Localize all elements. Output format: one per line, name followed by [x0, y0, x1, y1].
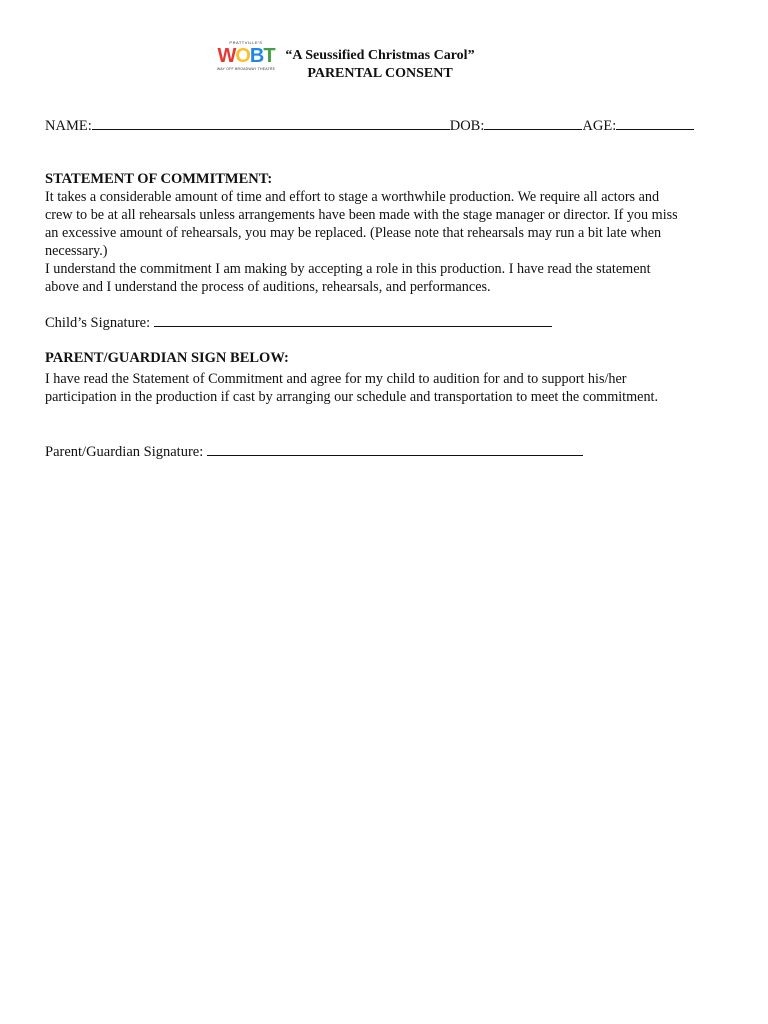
commitment-line: It takes a considerable amount of time and effort to stage a worthwhile production. We require all actors and: [45, 189, 660, 205]
logo-top-text: PRATTVILLE'S: [229, 40, 263, 45]
commitment-line: I understand the commitment I am making by accepting a role in this production. I have read the statement: [45, 261, 651, 277]
logo-bottom-text: WAY OFF BROADWAY THEATRE: [216, 67, 276, 71]
parent-signature-field[interactable]: [207, 442, 583, 456]
name-label: NAME:: [45, 118, 92, 134]
identity-fields-row: [45, 116, 694, 135]
parent-line: participation in the production if cast by arranging our schedule and transportation to meet the commitment.: [45, 389, 659, 405]
name-field[interactable]: [92, 116, 450, 130]
dob-field[interactable]: [484, 116, 582, 130]
child-signature-field[interactable]: [154, 313, 552, 327]
logo-letter-w: W: [217, 45, 236, 67]
commitment-line: crew to be at all rehearsals unless arrangements have been made with the stage manager or director. If you miss: [45, 207, 678, 223]
show-title: “A Seussified Christmas Carol”: [285, 48, 475, 63]
dob-label: DOB:: [449, 118, 485, 134]
logo-letter-b: B: [249, 45, 264, 67]
parent-paragraph: [45, 370, 730, 406]
age-field[interactable]: [616, 116, 694, 130]
child-signature-label: Child’s Signature:: [45, 315, 151, 331]
parent-signature-label: Parent/Guardian Signature:: [45, 444, 204, 460]
parent-line: I have read the Statement of Commitment and agree for my child to audition for and to support his/her: [45, 371, 627, 387]
logo-letters: [214, 45, 278, 67]
logo-letter-t: T: [263, 45, 275, 67]
form-title: PARENTAL CONSENT: [307, 66, 453, 81]
child-signature-row: [45, 313, 552, 332]
commitment-line: necessary.): [45, 243, 108, 259]
wobt-logo: [214, 40, 278, 78]
parent-signature-row: [45, 442, 583, 461]
age-label: AGE:: [582, 118, 617, 134]
parent-heading: PARENT/GUARDIAN SIGN BELOW:: [45, 350, 289, 366]
commitment-paragraph: [45, 188, 730, 296]
commitment-line: an excessive amount of rehearsals, you may be replaced. (Please note that rehearsals may run a bit late when: [45, 225, 662, 241]
title-block: [280, 47, 540, 83]
commitment-heading: STATEMENT OF COMMITMENT:: [45, 171, 273, 187]
commitment-line: above and I understand the process of auditions, rehearsals, and performances.: [45, 279, 491, 295]
logo-letter-o: O: [235, 45, 250, 67]
